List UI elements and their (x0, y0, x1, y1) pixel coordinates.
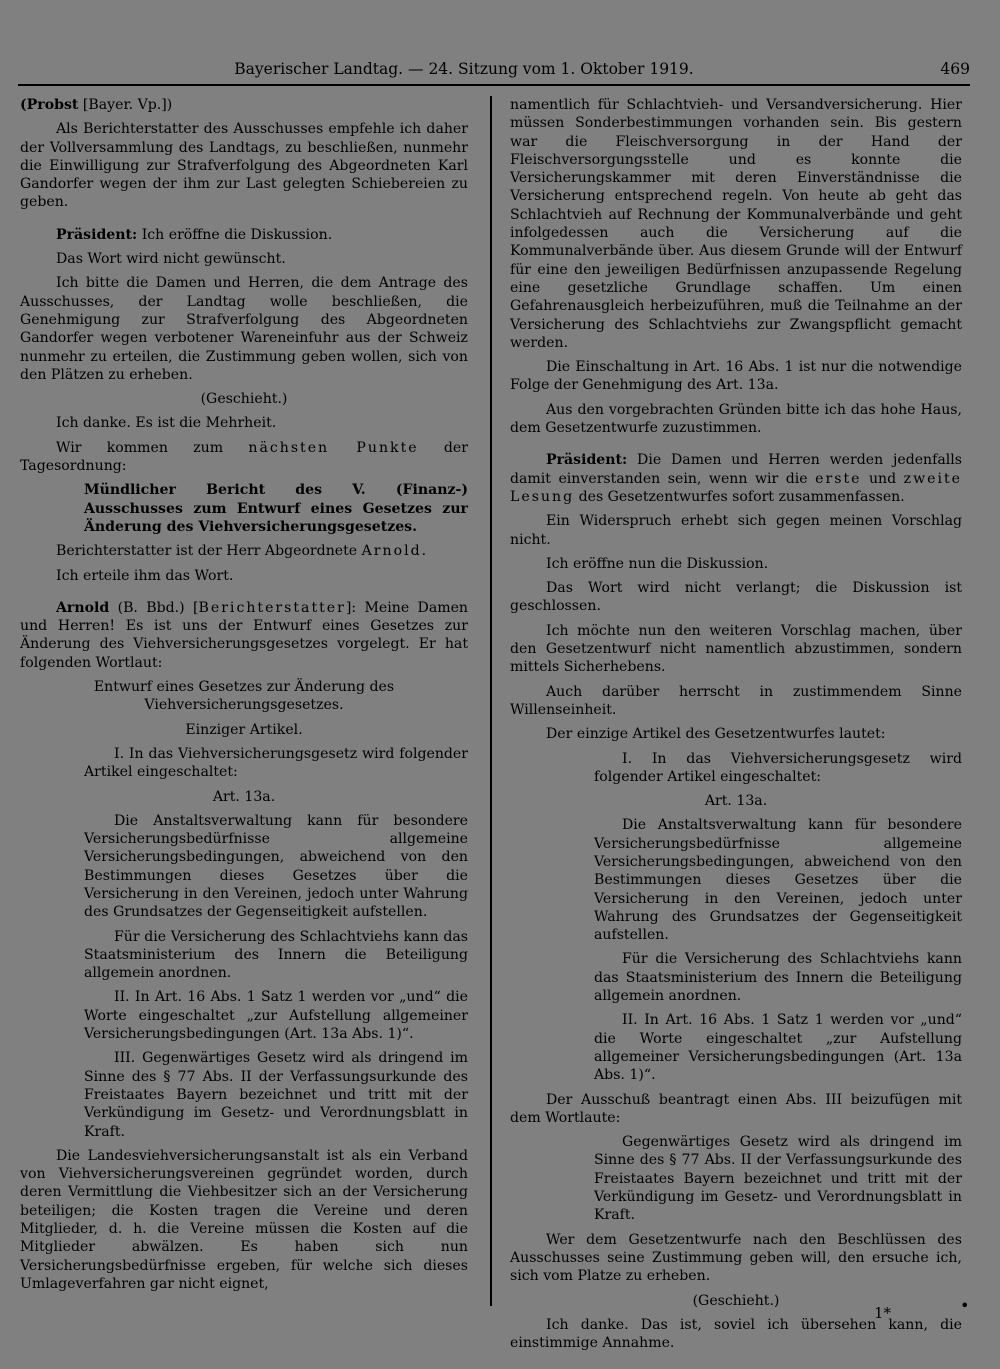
draft-title: Entwurf eines Gesetzes zur Änderung des Viehversicherungsgesetzes. (93, 679, 395, 714)
stain-mark: • (960, 1296, 970, 1315)
spaced-text: Berichterstatter (198, 599, 346, 616)
speaker-line (20, 96, 468, 114)
paragraph: Ein Widerspruch erhebt sich gegen meinen Vorschlag nicht. (510, 513, 962, 548)
law-text: Die Anstaltsverwaltung kann für besondere Versicherungsbedürfnisse allgemeine Versicherungsbedingungen, abweichend von den Bestimmungen dieses Gesetzes über die Versicherung in den Vereinen, jedoch unter Wahrung des Grundsatzes der Gegenseitigkeit aufstellen. (84, 812, 468, 921)
speaker-party: [Bayer. Vp.]) (78, 97, 173, 113)
paragraph: Ich erteile ihm das Wort. (56, 567, 234, 584)
printer-signature: 1* (874, 1304, 892, 1322)
article-number: Art. 13a. (212, 788, 276, 805)
law-text: I. In das Viehversicherungsgesetz wird folgender Artikel eingeschaltet: (84, 745, 468, 781)
remark: (Geschieht.) (692, 1292, 780, 1309)
speaker-name: Arnold (56, 599, 110, 616)
article-heading: Einziger Artikel. (185, 721, 303, 738)
paragraph: Als Berichterstatter des Ausschusses empfehle ich daher der Vollversammlung des Landtags, zu beschließen, nunmehr die Einwilligung zur Strafverfolgung des Abgeordneten Karl Gandorfer wegen der ihm zur Last gelegten Schiebereien zu geben. (20, 121, 468, 211)
law-text: Für die Versicherung des Schlachtviehs kann das Staatsministerium des Innern die Beteiligung allgemein anordnen. (84, 928, 468, 982)
paragraph: Die Landesviehversicherungsanstalt ist als ein Verband von Viehversicherungsvereinen gegründet worden, durch deren Vermittlung die Viehbesitzer sich an der Versicherung beteiligen; die Kosten tragen die Vereine und deren Mitglieder, d. h. die Vereine müssen die Kosten auf die Mitglieder abwälzen. Es haben sich nun Versicherungsbedürfnisse ergeben, für welche sich dieses Umlageverfahren gar nicht eignet, (20, 1147, 468, 1292)
text-part: ]: Meine Damen und Herren! Es ist uns der Entwurf eines Gesetzes zur Änderung des Viehversicherungsgesetzes vorgelegt. Er hat folgenden Wortlaut: (20, 599, 468, 671)
text-part: des Gesetzentwurfes sofort zusammenfassen. (574, 488, 905, 505)
spaced-text: erste (815, 470, 862, 487)
left-column (20, 96, 468, 1299)
law-text: Die Anstaltsverwaltung kann für besondere Versicherungsbedürfnisse allgemeine Versicherungsbedingungen, abweichend von den Bestimmungen dieses Gesetzes über die Versicherung in den Vereinen, jedoch unter Wahrung des Grundsatzes der Gegenseitigkeit aufstellen. (594, 817, 962, 944)
spaced-text: nächsten Punkte (248, 439, 419, 456)
text-part: der Tagesordnung: (20, 439, 468, 475)
text-part: und (861, 470, 904, 487)
paragraph (20, 542, 468, 560)
paragraph: Ich eröffne nun die Diskussion. (546, 555, 769, 572)
speaker-line (20, 599, 468, 672)
spaced-text: Arnold (361, 543, 422, 560)
paragraph (20, 439, 468, 476)
law-text: Gegenwärtiges Gesetz wird als dringend im Sinne des § 77 Abs. II der Verfassungsurkunde des Freistaates Bayern bezeichnet und tritt mit der Verkündigung im Gesetz- und Verordnungsblatt in Kraft. (594, 1134, 962, 1224)
text-part: Berichterstatter ist der Herr Abgeordnete (56, 543, 362, 560)
paragraph: Auch darüber herrscht in zustimmendem Sinne Willenseinheit. (510, 683, 962, 718)
paragraph: Die Einschaltung in Art. 16 Abs. 1 ist nur die notwendige Folge der Genehmigung des Art. 13a. (510, 359, 962, 394)
page-number: 469 (940, 60, 970, 78)
header-title: Bayerischer Landtag. — 24. Sitzung vom 1. Oktober 1919. (234, 60, 694, 78)
speaker-name: Präsident: (56, 226, 138, 243)
law-text: I. In das Viehversicherungsgesetz wird folgender Artikel eingeschaltet: (594, 750, 962, 785)
text-part: (B. Bbd.) [ (109, 599, 199, 616)
paragraph: Ich danke. Das ist, soviel ich übersehen kann, die einstimmige Annahme. (510, 1316, 962, 1352)
paragraph: Der Ausschuß beantragt einen Abs. III beizufügen mit dem Wortlaute: (510, 1091, 962, 1126)
agenda-title: Mündlicher Bericht des V. (Finanz-) Ausschusses zum Entwurf eines Gesetzes zur Änderung des Viehversicherungsgesetzes. (84, 482, 468, 535)
text-part: . (421, 543, 427, 560)
page-header (18, 58, 970, 86)
speaker-line (510, 451, 962, 506)
speaker-name: (Probst (20, 97, 79, 113)
paragraph: Das Wort wird nicht verlangt; die Diskussion ist geschlossen. (510, 580, 962, 615)
speaker-name: Präsident: (546, 452, 628, 469)
agenda-item (20, 481, 468, 536)
speaker-line (20, 226, 468, 244)
law-text: III. Gegenwärtiges Gesetz wird als dringend im Sinne des § 77 Abs. II der Verfassungsurkunde des Freistaates Bayern bezeichnet und tritt mit der Verkündigung im Gesetz- und Verordnungsblatt in Kraft. (84, 1050, 468, 1140)
law-text: II. In Art. 16 Abs. 1 Satz 1 werden vor „und“ die Worte eingeschaltet „zur Aufstellung allgemeiner Versicherungsbedingungen (Art. 13a Abs. 1)“. (84, 989, 468, 1043)
paragraph: Ich danke. Es ist die Mehrheit. (56, 415, 277, 432)
column-divider (490, 96, 492, 1306)
paragraph: Das Wort wird nicht gewünscht. (56, 251, 286, 268)
text-part: Die Damen und Herren werden jedenfalls damit einverstanden sein, wenn wir die (510, 452, 962, 487)
article-number: Art. 13a. (704, 793, 768, 810)
paragraph: Wer dem Gesetzentwurfe nach den Beschlüssen des Ausschusses seine Zustimmung geben will, den ersuche ich, sich vom Platze zu erheben. (510, 1231, 962, 1285)
paragraph: Ich bitte die Damen und Herren, die dem Antrage des Ausschusses, der Landtag wolle beschließen, die Genehmigung zur Strafverfolgung des Abgeordneten Gandorfer wegen verbotener Wareneinfuhr aus der Schweiz nunmehr zu erteilen, die Zustimmung geben wollen, sich von den Plätzen zu erheben. (20, 275, 468, 383)
paragraph: Ich möchte nun den weiteren Vorschlag machen, über den Gesetzentwurf nicht namentlich abzustimmen, sondern mittels Sicherhebens. (510, 622, 962, 676)
paragraph: namentlich für Schlachtvieh- und Versandversicherung. Hier müssen Sonderbestimmungen vorhanden sein. Bis gestern war die Fleischversorgung in der Hand der Fleischversorgungsstelle und es konnte die Versicherungskammer mit deren Einverständnisse die Versicherung entsprechend regeln. Von heute ab geht das Schlachtvieh auf Rechnung der Kommunalverbände und geht infolgedessen auch die Versicherung auf die Kommunalverbände über. Aus diesem Grunde will der Entwurf für eine den jeweiligen Bedürfnissen anzupassende Regelung eine gesetzliche Grundlage schaffen. Um einen Gefahrenausgleich herbeizuführen, muß die Teilnahme an der Versicherung des Schlachtviehs zur Zwangspflicht gemacht werden. (510, 97, 962, 351)
paragraph: Der einzige Artikel des Gesetzentwurfes lautet: (546, 726, 886, 743)
remark: (Geschieht.) (200, 391, 288, 408)
speech-text: Ich eröffne die Diskussion. (137, 226, 333, 243)
paragraph: Aus den vorgebrachten Gründen bitte ich das hohe Haus, dem Gesetzentwurfe zuzustimmen. (510, 401, 962, 437)
law-text: II. In Art. 16 Abs. 1 Satz 1 werden vor „und“ die Worte eingeschaltet „zur Aufstellung allgemeiner Versicherungsbedingungen (Art. 13a Abs. 1)“. (594, 1012, 962, 1084)
text-part: Wir kommen zum (56, 439, 249, 456)
spaced-text: zweite Lesung (510, 470, 962, 505)
right-column (510, 96, 962, 1358)
law-text: Für die Versicherung des Schlachtviehs kann das Staatsministerium des Innern die Beteiligung allgemein anordnen. (594, 951, 962, 1005)
